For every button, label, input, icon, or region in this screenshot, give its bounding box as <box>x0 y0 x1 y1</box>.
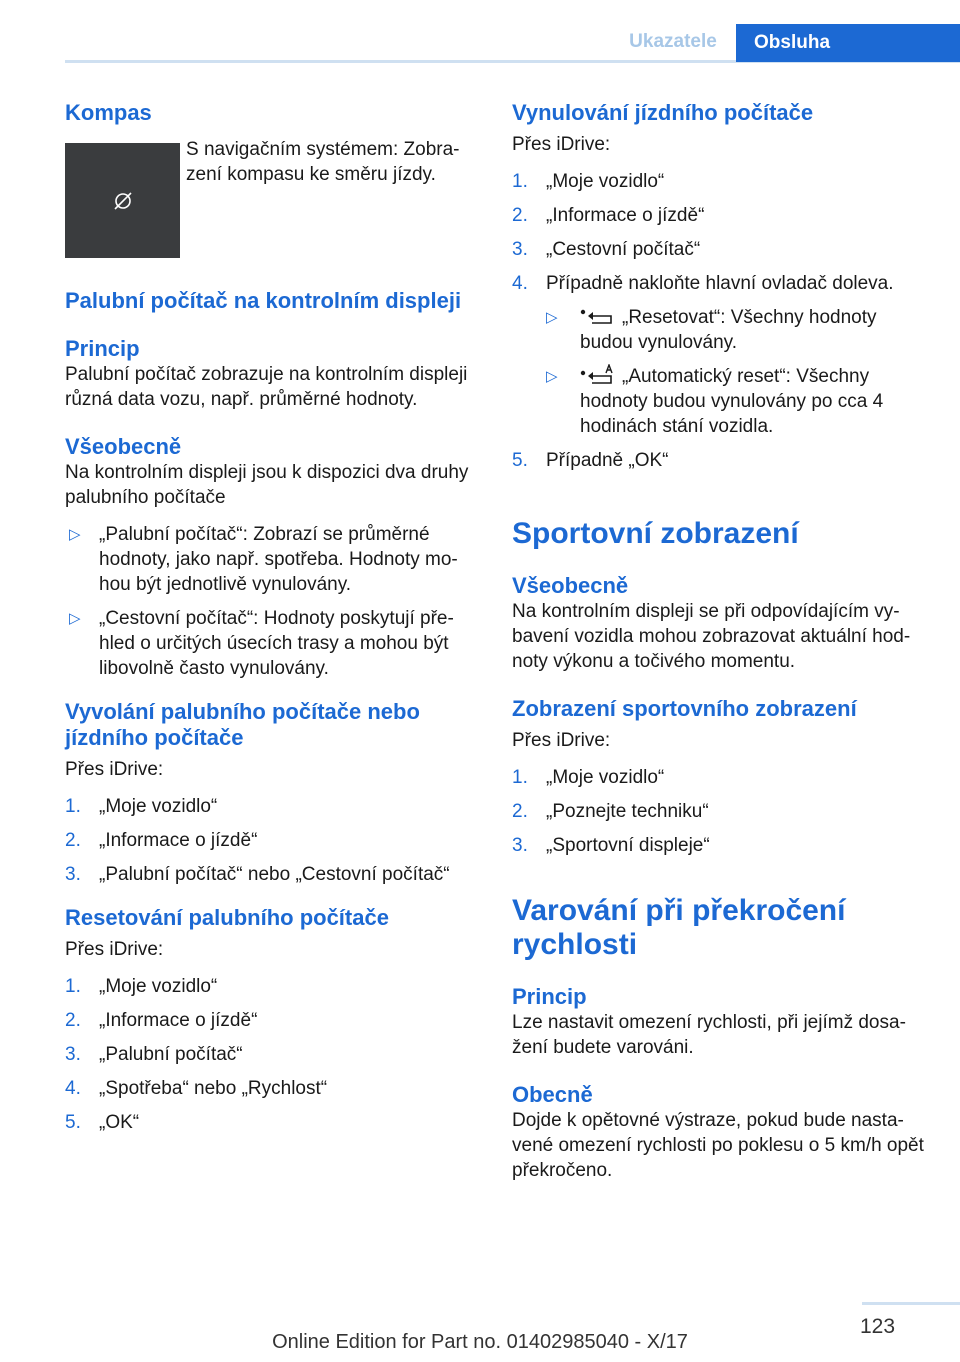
heading-vynulovani: Vynulování jízdního počítače <box>512 100 814 125</box>
compass-icon <box>111 189 135 213</box>
reset-options-list <box>546 305 927 439</box>
heading-onboard-computer: Palubní počítač na kontrolním displeji <box>65 288 462 313</box>
vynulovani-text: Přes iDrive: <box>512 134 611 155</box>
heading-sport-zobrazeni: Zobrazení sportovního zobrazení <box>512 696 857 721</box>
sport-zobrazeni-text: Přes iDrive: <box>512 730 611 751</box>
princip-text: Palubní počítač zobrazuje na kontrolním displeji různá data vozu, např. průměrné hodnoty. <box>65 364 468 410</box>
vynulovani-steps <box>512 169 927 473</box>
heading-sport: Sportovní zobrazení <box>512 517 799 550</box>
page-number: 123 <box>860 1315 896 1338</box>
list-item: 3. „Palubní počítač“ <box>65 1044 243 1065</box>
list-item: 3. „Cestovní počítač“ <box>512 239 701 260</box>
heading-varovani: Varování při překročení rychlosti <box>512 894 846 961</box>
reset-steps <box>65 974 477 1135</box>
heading-princip: Princip <box>65 336 140 361</box>
list-item: 1. „Moje vozidlo“ <box>512 171 665 192</box>
heading-varovani-princip: Princip <box>512 984 587 1009</box>
list-item: 2. „Poznejte techniku“ <box>512 801 709 822</box>
triangle-bullet-icon: ▷ <box>69 610 81 627</box>
sport-steps <box>512 765 927 858</box>
compass-image <box>65 143 180 258</box>
list-item: ▷ „Automatický reset“: Všechny hodnoty budou vynulovány po cca 4 hodinách stání vozidla. <box>546 366 884 437</box>
computer-types-list <box>65 522 477 681</box>
tab-obsluha[interactable]: Obsluha <box>736 24 960 62</box>
varovani-princip-text: Lze nastavit omezení rychlosti, při jejímž dosažení budete varováni. <box>512 1012 906 1058</box>
list-item: 1. „Moje vozidlo“ <box>512 767 665 788</box>
obecne-text: Dojde k opětovné výstraze, pokud bude nastavené omezení rychlosti po poklesu o 5 km/h opět překročeno. <box>512 1110 924 1181</box>
list-item: ▷ „Cestovní počítač“: Hodnoty poskytují přehled o určitých úsecích trasy a mohou být libovolně často vynulovány. <box>69 608 454 679</box>
list-item: 1. „Moje vozidlo“ <box>65 976 218 997</box>
triangle-bullet-icon: ▷ <box>546 309 558 326</box>
list-item: 3. „Sportovní displeje“ <box>512 835 710 856</box>
list-item: 5. Případně „OK“ <box>512 450 669 471</box>
list-item: 1. „Moje vozidlo“ <box>65 796 218 817</box>
heading-reset: Resetování palubního počítače <box>65 905 389 930</box>
heading-vseobecne: Všeobecně <box>65 434 182 459</box>
edition-footer: Online Edition for Part no. 01402985040 - X/17 <box>272 1331 688 1353</box>
vyvolani-steps <box>65 794 477 887</box>
list-item: 2. „Informace o jízdě“ <box>65 830 258 851</box>
auto-reset-icon <box>580 364 614 384</box>
compass-title: Kompas <box>65 100 152 125</box>
list-item: 2. „Informace o jízdě“ <box>65 1010 258 1031</box>
triangle-bullet-icon: ▷ <box>69 526 81 543</box>
list-item: 4. Případně nakloňte hlavní ovladač doleva. ▷ „Resetovat“: Všechny hodnoty budou vynulovány. ▷ „Automatický reset“: Všechny hodnoty budou vynulovány po cca 4 hodinách stání vozidla. <box>512 271 927 439</box>
tab-ukazatele[interactable]: Ukazatele <box>629 31 717 52</box>
list-item: ▷ „Palubní počítač“: Zobrazí se průměrné hodnoty, jako např. spotřeba. Hodnoty mohou být jednotlivě vynulovány. <box>69 524 458 595</box>
footer-rule <box>862 1302 960 1305</box>
triangle-bullet-icon: ▷ <box>546 368 558 385</box>
left-column <box>65 100 477 1144</box>
vyvolani-text: Přes iDrive: <box>65 759 164 780</box>
list-item: 4. „Spotřeba“ nebo „Rychlost“ <box>65 1078 328 1099</box>
heading-sport-vseobecne: Všeobecně <box>512 573 629 598</box>
reset-text: Přes iDrive: <box>65 939 164 960</box>
heading-obecne: Obecně <box>512 1082 593 1107</box>
list-item: 2. „Informace o jízdě“ <box>512 205 705 226</box>
list-item: 5. „OK“ <box>65 1112 140 1133</box>
list-item: ▷ „Resetovat“: Všechny hodnoty budou vynulovány. <box>546 307 877 353</box>
compass-text: S navigačním systémem: Zobrazení kompasu ke směru jízdy. <box>186 139 460 185</box>
sport-vseobecne-text: Na kontrolním displeji se při odpovídajícím vybavení vozidla mohou zobrazovat aktuální hodnoty výkonu a točivého momentu. <box>512 601 911 672</box>
vseobecne-text: Na kontrolním displeji jsou k dispozici dva druhy palubního počítače <box>65 462 469 508</box>
heading-vyvolani: Vyvolání palubního počítače nebo jízdního počítače <box>65 699 420 750</box>
right-column <box>512 100 927 1183</box>
list-item: 3. „Palubní počítač“ nebo „Cestovní počítač“ <box>65 864 450 885</box>
reset-icon <box>580 307 614 325</box>
